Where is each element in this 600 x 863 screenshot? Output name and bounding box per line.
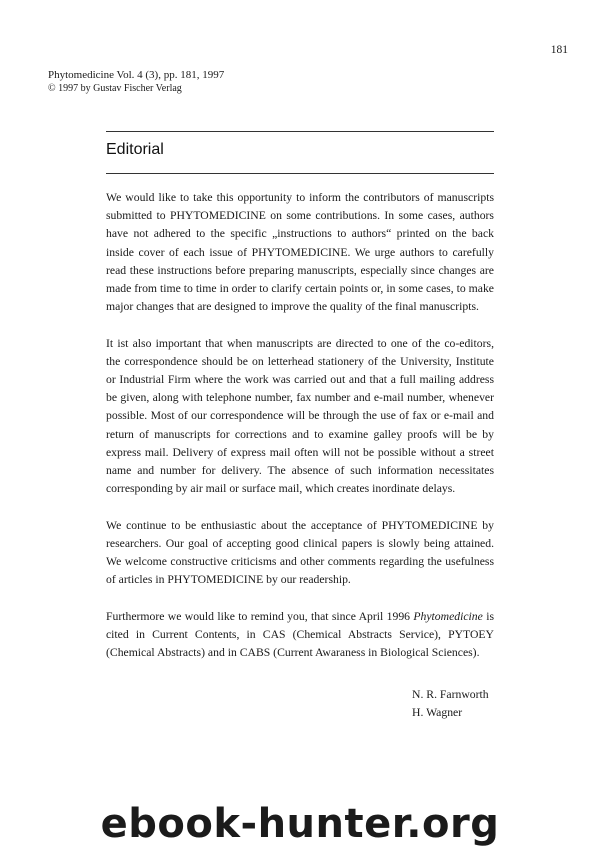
- signature-author: N. R. Farnworth: [412, 688, 489, 701]
- watermark: ebook-hunter.org: [100, 801, 500, 847]
- journal-citation: Phytomedicine Vol. 4 (3), pp. 181, 1997: [48, 69, 225, 81]
- journal-name-italic: Phytomedicine: [413, 609, 483, 623]
- paragraph-4-text-after: is cited in Current Contents, in CAS (Chemical Abstracts Service), PYTOEY (Chemical Abstracts) and in CABS (Current Awaraness in Biological Sciences).: [106, 609, 495, 660]
- journal-copyright: © 1997 by Gustav Fischer Verlag: [48, 83, 182, 94]
- paragraph-3: We continue to be enthusiastic about the acceptance of PHYTOMEDICINE by researchers. Our goal of accepting good clinical papers is slowly being attained. We welcome constructive criticisms and other comments regarding the usefulness of articles in PHYTOMEDICINE by our readership.: [106, 518, 494, 587]
- journal-header: [48, 68, 224, 96]
- section-title: Editorial: [106, 141, 164, 158]
- paragraph-1: We would like to take this opportunity to inform the contributors of manuscripts submitted to PHYTOMEDICINE on some contributions. In some cases, authors have not adhered to the specific „instructions to authors“ printed on the back inside cover of each issue of PHYTOMEDICINE. We urge authors to carefully read these instructions before preparing manuscripts, especially since changes are made from time to time in order to clarify certain points or, in some cases, to make major changes that are designed to improve the quality of the final manuscripts.: [106, 191, 494, 314]
- article-body: [106, 189, 494, 680]
- paragraph-4: [106, 608, 494, 663]
- signature-block: [412, 686, 489, 722]
- paragraph-2: It ist also important that when manuscripts are directed to one of the co-editors, the correspondence should be on letterhead stationery of the University, Institute or Industrial Firm where the work was carried out and that a full mailing address be given, along with telephone number, fax number and e-mail number, whenever possible. Most of our correspondence will be through the use of fax or e-mail and return of manuscripts for corrections and to examine galley proofs will be by express mail. Delivery of express mail often will not be possible without a street name and number for delivery. The absence of such information necessitates corresponding by air mail or surface mail, which creates inordinate delays.: [106, 336, 494, 496]
- section-rule-top: [106, 131, 494, 132]
- section-rule-bottom: [106, 173, 494, 174]
- signature-author: H. Wagner: [412, 706, 463, 719]
- page-number: 181: [550, 44, 568, 56]
- paragraph-4-text-before: Furthermore we would like to remind you, that since April 1996: [106, 609, 414, 623]
